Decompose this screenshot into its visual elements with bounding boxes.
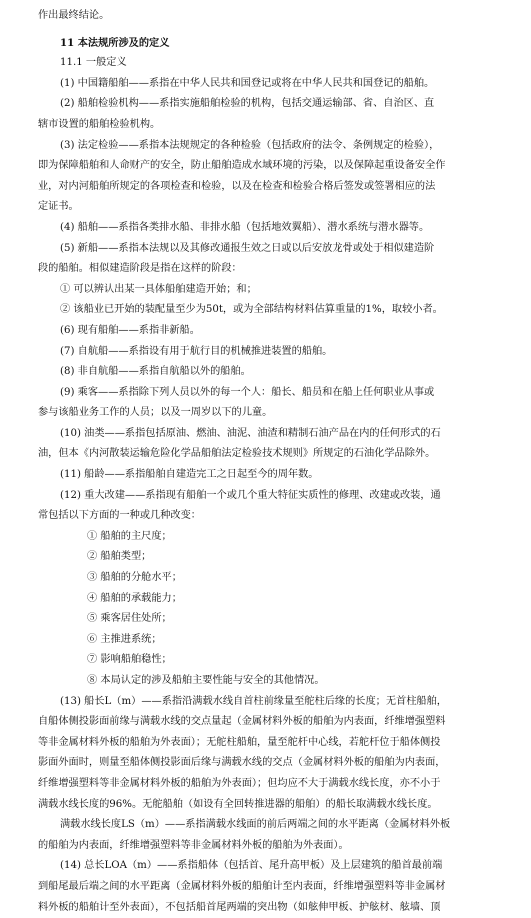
definition-1: (1) 中国籍船舶——系指在中华人民共和国登记或将在中华人民共和国登记的船舶。 [60,77,435,89]
definition-14: (14) 总长LOA（m）——系指船体（包括首、尾升高甲板）及上层建筑的船首最前端 [60,860,443,872]
list-item: ④ 船舶的承载能力； [87,592,182,604]
definition-5: (5) 新船——系指本法规以及其修改通报生效之日或以后安放龙骨或处于相似建造阶 [60,242,435,254]
section-heading: 11 本法规所涉及的定义 [60,36,170,49]
text-line: 段的船舶。相似建造阶段是指在这样的阶段： [38,263,242,275]
list-item: ② 该船业已开始的装配量至少为50t，或为全部结构材料估算重量的1%，取较小者。 [60,304,443,316]
list-item: ⑤ 乘客居住处所； [87,613,172,625]
definition-11: (11) 船龄——系指船舶自建造完工之日起至今的周年数。 [60,469,319,481]
list-item: ⑥ 主推进系统； [87,633,162,645]
text-line: 即为保障船舶和人命财产的安全，防止船舶造成水域环境的污染，以及保障起重设备安全作 [38,160,446,172]
text-line: 纤维增强塑料等非金属材料外板的船舶为外表面）；但均应不大于满载水线长度，亦不小于 [38,777,441,789]
definition-8: (8) 非自航船——系指自航船以外的船舶。 [60,366,251,378]
definition-4: (4) 船舶——系指各类排水船、非排水船（包括地效翼船）、潜水系统与潜水器等。 [60,221,430,233]
text-line: 常包括以下方面的一种或几种改变： [38,510,201,522]
list-item: ③ 船舶的分舱水平； [87,572,182,584]
definition-10: (10) 油类——系指包括原油、燃油、油泥、油渣和精制石油产品在内的任何形式的石 [60,427,441,439]
list-item: ② 船舶类型； [87,551,152,563]
definition-6: (6) 现有船舶——系指非新船。 [60,324,200,336]
subsection-heading: 11.1 一般定义 [60,57,127,69]
definition-7: (7) 自航船——系指设有用于航行目的机械推进装置的船舶。 [60,345,333,357]
text-line: 满载水线长度的96%。无舵船舶（如设有全回转推进器的船舶）的船长取满载水线长度。 [38,798,438,810]
text-line: 参与该船业务工作的人员；以及一周岁以下的儿童。 [38,407,273,419]
text-line: 料外板的船舶计至外表面），不包括船首尾两端的突出物（如舷伸甲板、护舷材、舷墙、顶 [38,901,441,913]
text-line: 业，对内河船舶所规定的各项检查和检验，以及在检查和检验合格后签发或签署相应的法 [38,180,436,192]
list-item: ⑦ 影响船舶稳性； [87,654,172,666]
text-line: 的船舶为内表面，纤维增强塑料等非金属材料外板的船舶为外表面）。 [38,839,349,851]
text-line: 等非金属材料外板的船舶为外表面）；无舵柱船舶，量至舵杆中心线，若舵杆位于船体侧投 [38,736,441,748]
list-item: ① 船舶的主尺度； [87,530,172,542]
definition-2: (2) 船舶检验机构——系指实施船舶检验的机构，包括交通运输部、省、自治区、直 [60,98,435,110]
text-line: 定证书。 [38,201,79,213]
text-line: 影面外面时，则量至船体侧投影面后缘与满载水线的交点（金属材料外板的船舶为内表面， [38,757,446,769]
definition-9: (9) 乘客——系指除下列人员以外的每一个人：船长、船员和在船上任何职业从事或 [60,386,435,398]
text-line: 到船尾最后端之间的水平距离（金属材料外板的船舶计至内表面，纤维增强塑料等非金属材 [38,880,446,892]
list-item: ① 可以辨认出某一具体船舶建造开始；和； [60,283,257,295]
text-line: 自船体侧投影面前缘与满载水线的交点量起（金属材料外板的船舶为内表面，纤维增强塑料 [38,716,446,728]
definition-12: (12) 重大改建——系指现有船舶一个或几个重大特征实质性的修理、改建或改装，通 [60,489,441,501]
definition-13: (13) 船长L（m）——系指沿满载水线自首柱前缘量至舵柱后缘的长度；无首柱船舶， [60,695,447,707]
text-line: 作出最终结论。 [38,10,110,21]
definition-13-waterline: 满载水线长度LS（m）——系指满载水线面的前后两端之间的水平距离（金属材料外板 [60,819,451,831]
list-item: ⑧ 本局认定的涉及船舶主要性能与安全的其他情况。 [87,675,325,686]
definition-3: (3) 法定检验——系指本法规规定的各种检验（包括政府的法令、条例规定的检验）， [60,139,440,151]
text-line: 油，但本《内河散装运输危险化学品船舶法定检验技术规则》所规定的石油化学品除外。 [38,448,436,460]
text-line: 辖市设置的船舶检验机构。 [38,118,161,130]
